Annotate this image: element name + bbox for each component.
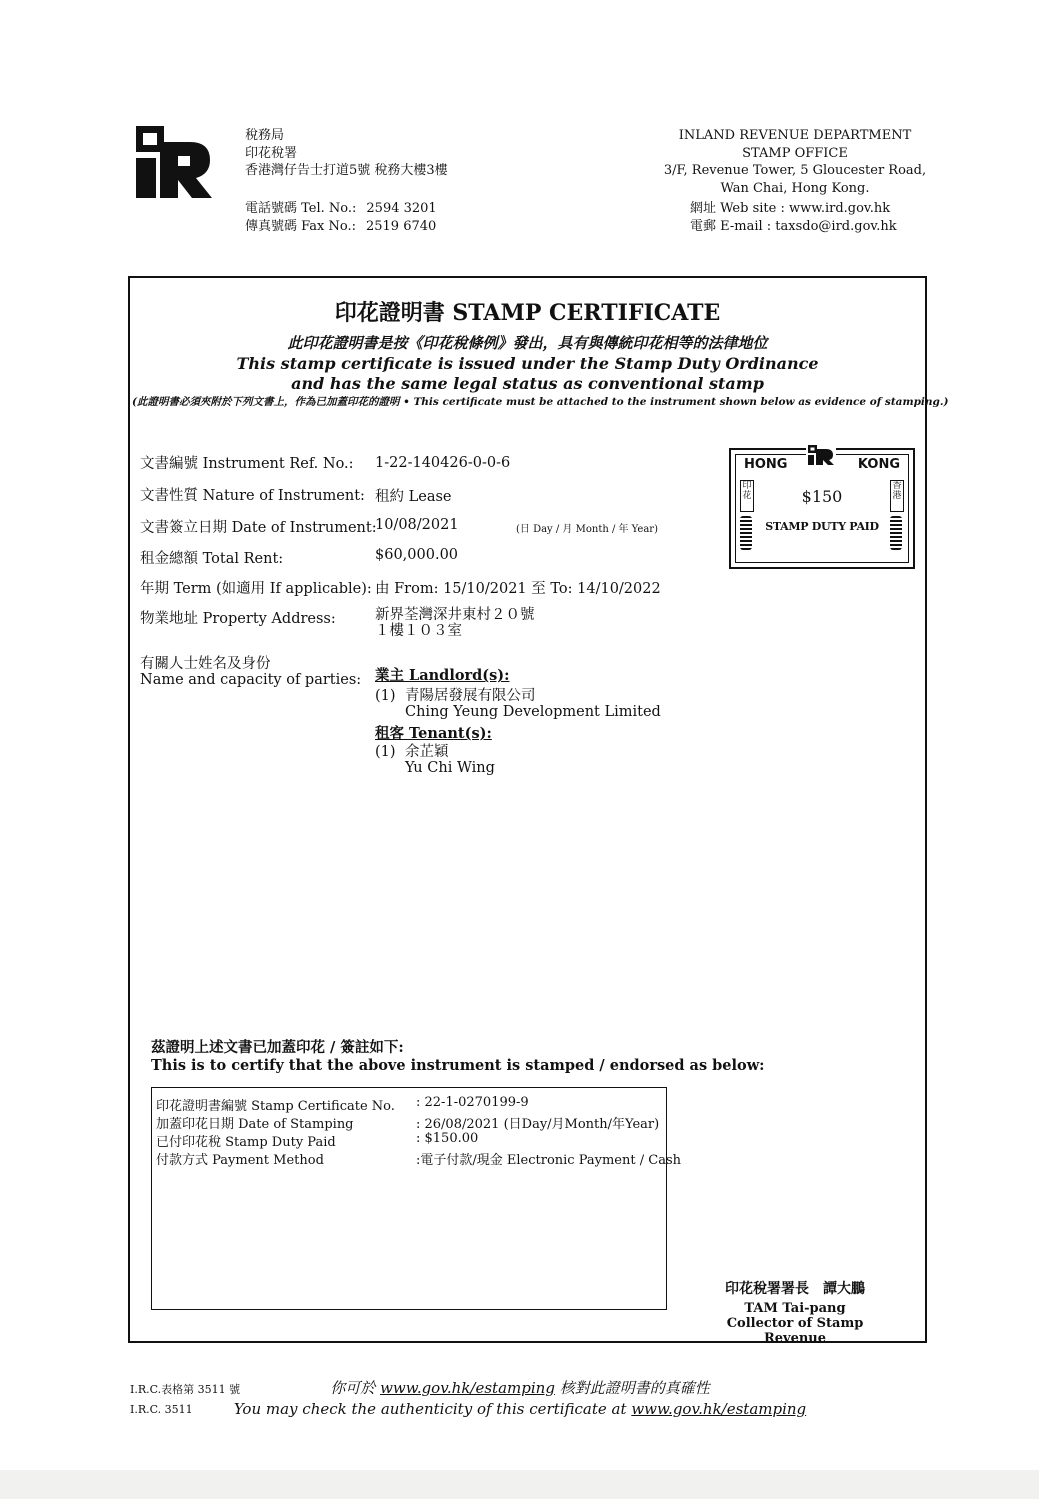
address-value-line2: １樓１０３室 (375, 623, 462, 639)
office-name-zh: 印花稅署 (245, 145, 298, 161)
landlord-name-zh: 青陽居發展有限公司 (405, 688, 536, 704)
parties-label (140, 656, 361, 688)
date-value: 10/08/2021 (375, 517, 459, 533)
stamp-paid-label: STAMP DUTY PAID (765, 520, 879, 533)
tenant-name-zh: 余芷穎 (405, 744, 449, 760)
stamp-right-coil-icon (890, 516, 902, 550)
landlord-index: (1) (375, 688, 396, 704)
term-label: 年期 Term (如適用 If applicable): (140, 581, 372, 597)
verify-en-prefix: You may check the authenticity of this certificate at (233, 1400, 627, 1418)
verify-note-en (200, 1400, 840, 1418)
date-label: 文書簽立日期 Date of Instrument: (140, 520, 377, 536)
stamping-date-value: : 26/08/2021 (日Day/月Month/年Year) (416, 1117, 660, 1132)
website-link[interactable]: 網址 Web site : www.ird.gov.hk (690, 201, 891, 216)
ref-no-value: 1-22-140426-0-0-6 (375, 455, 511, 471)
tenant-heading: 租客 Tenant(s): (375, 725, 492, 742)
landlord-name-en: Ching Yeung Development Limited (405, 704, 661, 720)
stamp-right-chop-text: 香港 (890, 480, 904, 512)
signatory-name-en: TAM Tai-pang (744, 1301, 846, 1316)
email-link[interactable]: 電郵 E-mail : taxsdo@ird.gov.hk (690, 218, 897, 234)
parties-label-en: Name and capacity of parties: (140, 672, 362, 688)
stamping-details-box (151, 1087, 681, 1310)
rent-label: 租金總額 Total Rent: (140, 551, 284, 567)
header-right-block (660, 127, 930, 197)
certificate-subtitle-en-1: This stamp certificate is issued under the Stamp Duty Ordinance (236, 354, 819, 373)
nature-value: 租約 Lease (375, 489, 452, 505)
form-number-en: I.R.C. 3511 (130, 1403, 193, 1416)
parties-label-zh: 有關人士姓名及身份 (140, 656, 271, 672)
stamp-left-coil-icon (740, 516, 752, 550)
date-format-note: (日 Day / 月 Month / 年 Year) (516, 524, 658, 535)
stamping-date-label: 加蓋印花日期 Date of Stamping (156, 1117, 354, 1132)
signatory-title-zh: 印花稅署署長 譚大鵬 (725, 1281, 865, 1297)
stamp-cert-no-value: : 22-1-0270199-9 (416, 1095, 529, 1110)
address-value-line1: 新界荃灣深井東村２０號 (375, 607, 535, 623)
header-left-block (245, 127, 448, 180)
term-value: 由 From: 15/10/2021 至 To: 14/10/2022 (375, 581, 661, 597)
tenant-name-en: Yu Chi Wing (405, 760, 495, 776)
dept-name-en: INLAND REVENUE DEPARTMENT (678, 128, 912, 143)
ird-logo (134, 126, 214, 202)
stamp-cert-no-label: 印花證明書編號 Stamp Certificate No. (156, 1099, 395, 1114)
certificate-title: 印花證明書 STAMP CERTIFICATE (334, 300, 721, 326)
office-name-en: STAMP OFFICE (742, 145, 848, 161)
page-bottom-band (0, 1470, 1039, 1499)
certify-heading (151, 1036, 765, 1074)
stamp-ird-logo-icon (806, 444, 836, 466)
fax-label: 傳真號碼 Fax No.: (245, 218, 356, 234)
ird-logo-icon (134, 126, 214, 202)
nature-label: 文書性質 Nature of Instrument: (140, 488, 365, 504)
stamp-amount: $150 (801, 487, 843, 506)
address-en-line1: 3/F, Revenue Tower, 5 Gloucester Road, (663, 163, 927, 178)
verify-en-link[interactable]: www.gov.hk/estamping (631, 1400, 807, 1418)
fax-value: 2519 6740 (365, 218, 437, 234)
certify-heading-zh: 茲證明上述文書已加蓋印花 / 簽註如下: (151, 1039, 404, 1056)
certify-heading-en: This is to certify that the above instrument is stamped / endorsed as below: (151, 1057, 765, 1074)
certificate-subtitle-zh: 此印花證明書是按《印花稅條例》發出，具有與傳統印花相等的法律地位 (287, 334, 768, 352)
duty-paid-value: : $150.00 (416, 1131, 479, 1146)
address-en-line2: Wan Chai, Hong Kong. (720, 180, 870, 196)
landlord-name (405, 688, 661, 720)
rent-value: $60,000.00 (375, 547, 459, 563)
attachment-note: (此證明書必須夾附於下列文書上，作為已加蓋印花的證明 • This certificate must be attached to the instrument shown below as evidence of stamping.) (132, 396, 949, 408)
landlord-heading: 業主 Landlord(s): (375, 667, 510, 684)
verify-zh-link[interactable]: www.gov.hk/estamping (380, 1379, 555, 1397)
tel-label: 電話號碼 Tel. No.: (245, 201, 357, 216)
tenant-name (405, 744, 495, 776)
stamp-left-chop (740, 480, 754, 552)
verify-zh-prefix: 你可於 (330, 1379, 376, 1397)
duty-paid-label: 已付印花稅 Stamp Duty Paid (156, 1135, 336, 1150)
stamp-left-chop-text: 印花 (740, 480, 754, 512)
certificate-subtitle-en-2: and has the same legal status as conventional stamp (291, 374, 764, 393)
stamp-right-chop (890, 480, 904, 552)
address-label: 物業地址 Property Address: (140, 611, 336, 627)
address-value (375, 607, 535, 639)
signatory-title-en: Collector of Stamp Revenue (726, 1316, 864, 1346)
stamp-duty-paid-stamp (729, 448, 915, 569)
stamp-kong-text: KONG (857, 457, 900, 472)
payment-method-label: 付款方式 Payment Method (156, 1153, 324, 1168)
header-contact-right (690, 200, 897, 235)
payment-method-value: :電子付款/現金 Electronic Payment / Cash (416, 1153, 681, 1168)
header-contact-left (245, 200, 437, 235)
stamp-hong-text: HONG (744, 457, 788, 472)
dept-name-zh: 稅務局 (245, 128, 285, 143)
address-zh: 香港灣仔告士打道5號 稅務大樓3樓 (245, 163, 448, 178)
verify-note-zh (200, 1377, 840, 1398)
tenant-index: (1) (375, 744, 396, 760)
form-number-zh: I.R.C.表格第 3511 號 (130, 1383, 241, 1396)
tel-value: 2594 3201 (366, 201, 437, 216)
verify-zh-suffix: 核對此證明書的真確性 (559, 1379, 710, 1397)
ref-no-label: 文書編號 Instrument Ref. No.: (140, 456, 354, 472)
